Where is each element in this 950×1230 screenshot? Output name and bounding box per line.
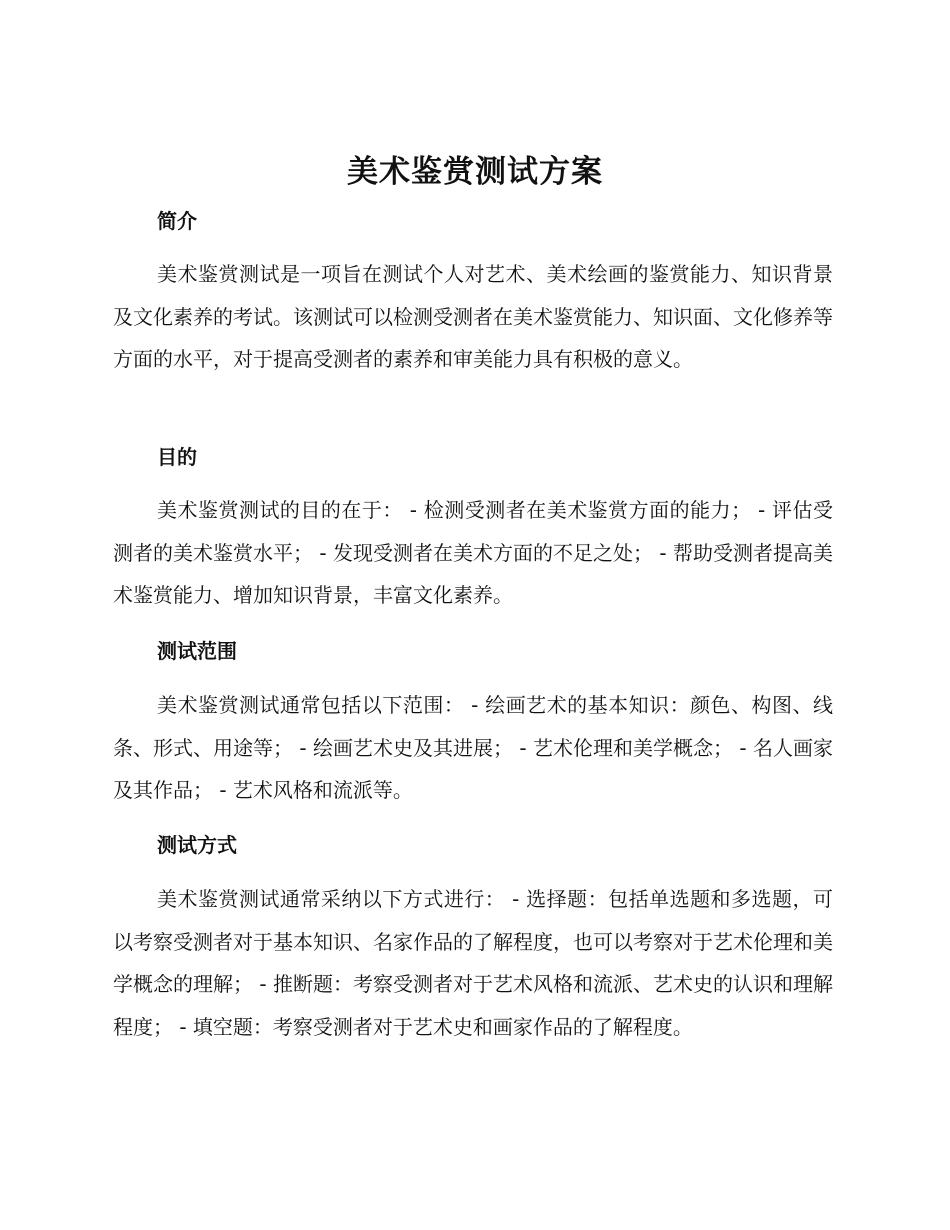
- section-body-intro: 美术鉴赏测试是一项旨在测试个人对艺术、美术绘画的鉴赏能力、知识背景及文化素养的考试。该测试可以检测受测者在美术鉴赏能力、知识面、文化修养等方面的水平，对于提高受测者的素养和审美能力具有积极的意义。: [113, 262, 833, 372]
- section-body-scope: 美术鉴赏测试通常包括以下范围： - 绘画艺术的基本知识：颜色、构图、线条、形式、用途等； - 绘画艺术史及其进展； - 艺术伦理和美学概念； - 名人画家及其作品； - 艺术风格和流派等。: [113, 693, 833, 803]
- page-title: 美术鉴赏测试方案: [347, 154, 603, 190]
- section-heading-scope: 测试范围: [157, 639, 237, 663]
- section-heading-intro: 简介: [157, 209, 197, 233]
- section-body-method: 美术鉴赏测试通常采纳以下方式进行： - 选择题：包括单选题和多选题，可以考察受测者对于基本知识、名家作品的了解程度，也可以考察对于艺术伦理和美学概念的理解； - 推断题：考察受测者对于艺术风格和流派、艺术史的认识和理解程度； - 填空题：考察受测者对于艺术史和画家作品的了解程度。: [113, 887, 833, 1039]
- section-body-purpose: 美术鉴赏测试的目的在于： - 检测受测者在美术鉴赏方面的能力； - 评估受测者的美术鉴赏水平； - 发现受测者在美术方面的不足之处； - 帮助受测者提高美术鉴赏能力、增加知识背景，丰富文化素养。: [113, 498, 833, 608]
- section-heading-purpose: 目的: [157, 445, 197, 469]
- section-heading-method: 测试方式: [157, 833, 237, 857]
